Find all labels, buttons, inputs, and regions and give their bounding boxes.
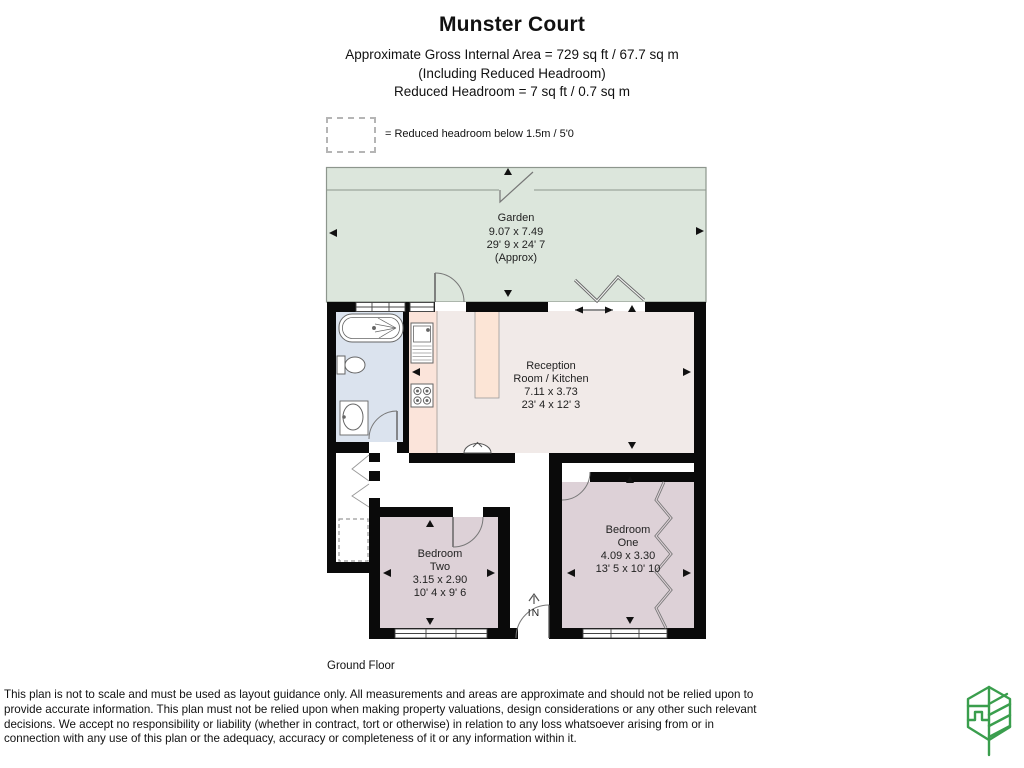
garden-dim-ft: 29' 9 x 24' 7 bbox=[486, 239, 546, 251]
garden-dim-m: 9.07 x 7.49 bbox=[488, 226, 544, 238]
disclaimer bbox=[4, 688, 757, 747]
disclaimer-line: This plan is not to scale and must be used as layout guidance only. All measurements and areas are approximate and should not be relied upon to bbox=[4, 688, 754, 701]
header-subtitle bbox=[0, 46, 1024, 102]
reception-label: Reception bbox=[526, 360, 576, 372]
reception-dim-ft: 23' 4 x 12' 3 bbox=[521, 399, 581, 411]
bedroom-two-label: Bedroom bbox=[417, 548, 463, 560]
entrance-label: IN bbox=[527, 607, 541, 619]
disclaimer-line: provide accurate information. This plan must not be relied upon when making property valuations, design considerations or any other such relevant bbox=[4, 702, 757, 716]
header bbox=[0, 0, 1024, 102]
reception-label-2: Room / Kitchen bbox=[513, 373, 589, 385]
hob-icon bbox=[411, 384, 433, 407]
floor-label: Ground Floor bbox=[327, 660, 395, 672]
reduced-headroom-legend-swatch bbox=[326, 117, 376, 153]
leaf-logo-icon bbox=[963, 684, 1015, 758]
reduced-headroom-line: Reduced Headroom = 7 sq ft / 0.7 sq m bbox=[394, 84, 630, 99]
bedroom-one-dim-ft: 13' 5 x 10' 10 bbox=[595, 563, 661, 575]
garden-label: Garden bbox=[497, 212, 535, 224]
sink-icon bbox=[340, 401, 368, 435]
page-title: Munster Court bbox=[438, 13, 586, 36]
including-headroom-line: (Including Reduced Headroom) bbox=[418, 65, 606, 81]
bedroom-one-label-2: One bbox=[617, 537, 639, 549]
bedroom-one-label: Bedroom bbox=[605, 524, 651, 536]
bedroom-two-dim-ft: 10' 4 x 9' 6 bbox=[413, 587, 467, 599]
toilet-icon bbox=[337, 356, 365, 374]
bedroom-one-dim-m: 4.09 x 3.30 bbox=[600, 550, 656, 562]
bedroom-two-dim-m: 3.15 x 2.90 bbox=[412, 574, 468, 586]
reduced-headroom-zone bbox=[339, 519, 368, 561]
disclaimer-line: decisions. We accept no responsibility or liability (whether in contract, tort or otherwise) in relation to any loss whatsoever arising from or in bbox=[4, 717, 714, 731]
reception-dim-m: 7.11 x 3.73 bbox=[524, 386, 578, 398]
bedroom-two-label-2: Two bbox=[429, 561, 451, 573]
kitchen-sink-icon bbox=[411, 323, 433, 363]
reduced-headroom-legend-label: = Reduced headroom below 1.5m / 5'0 bbox=[385, 128, 574, 140]
floor-plan-drawing bbox=[320, 160, 712, 652]
gross-internal-area-line: Approximate Gross Internal Area = 729 sq ft / 67.7 sq m bbox=[345, 47, 679, 62]
chimney-breast-column bbox=[475, 311, 499, 398]
garden-approx: (Approx) bbox=[494, 252, 538, 264]
disclaimer-line: connection with any use of this plan or the adequacy, accuracy or completeness of it or any information within it. bbox=[4, 732, 577, 746]
